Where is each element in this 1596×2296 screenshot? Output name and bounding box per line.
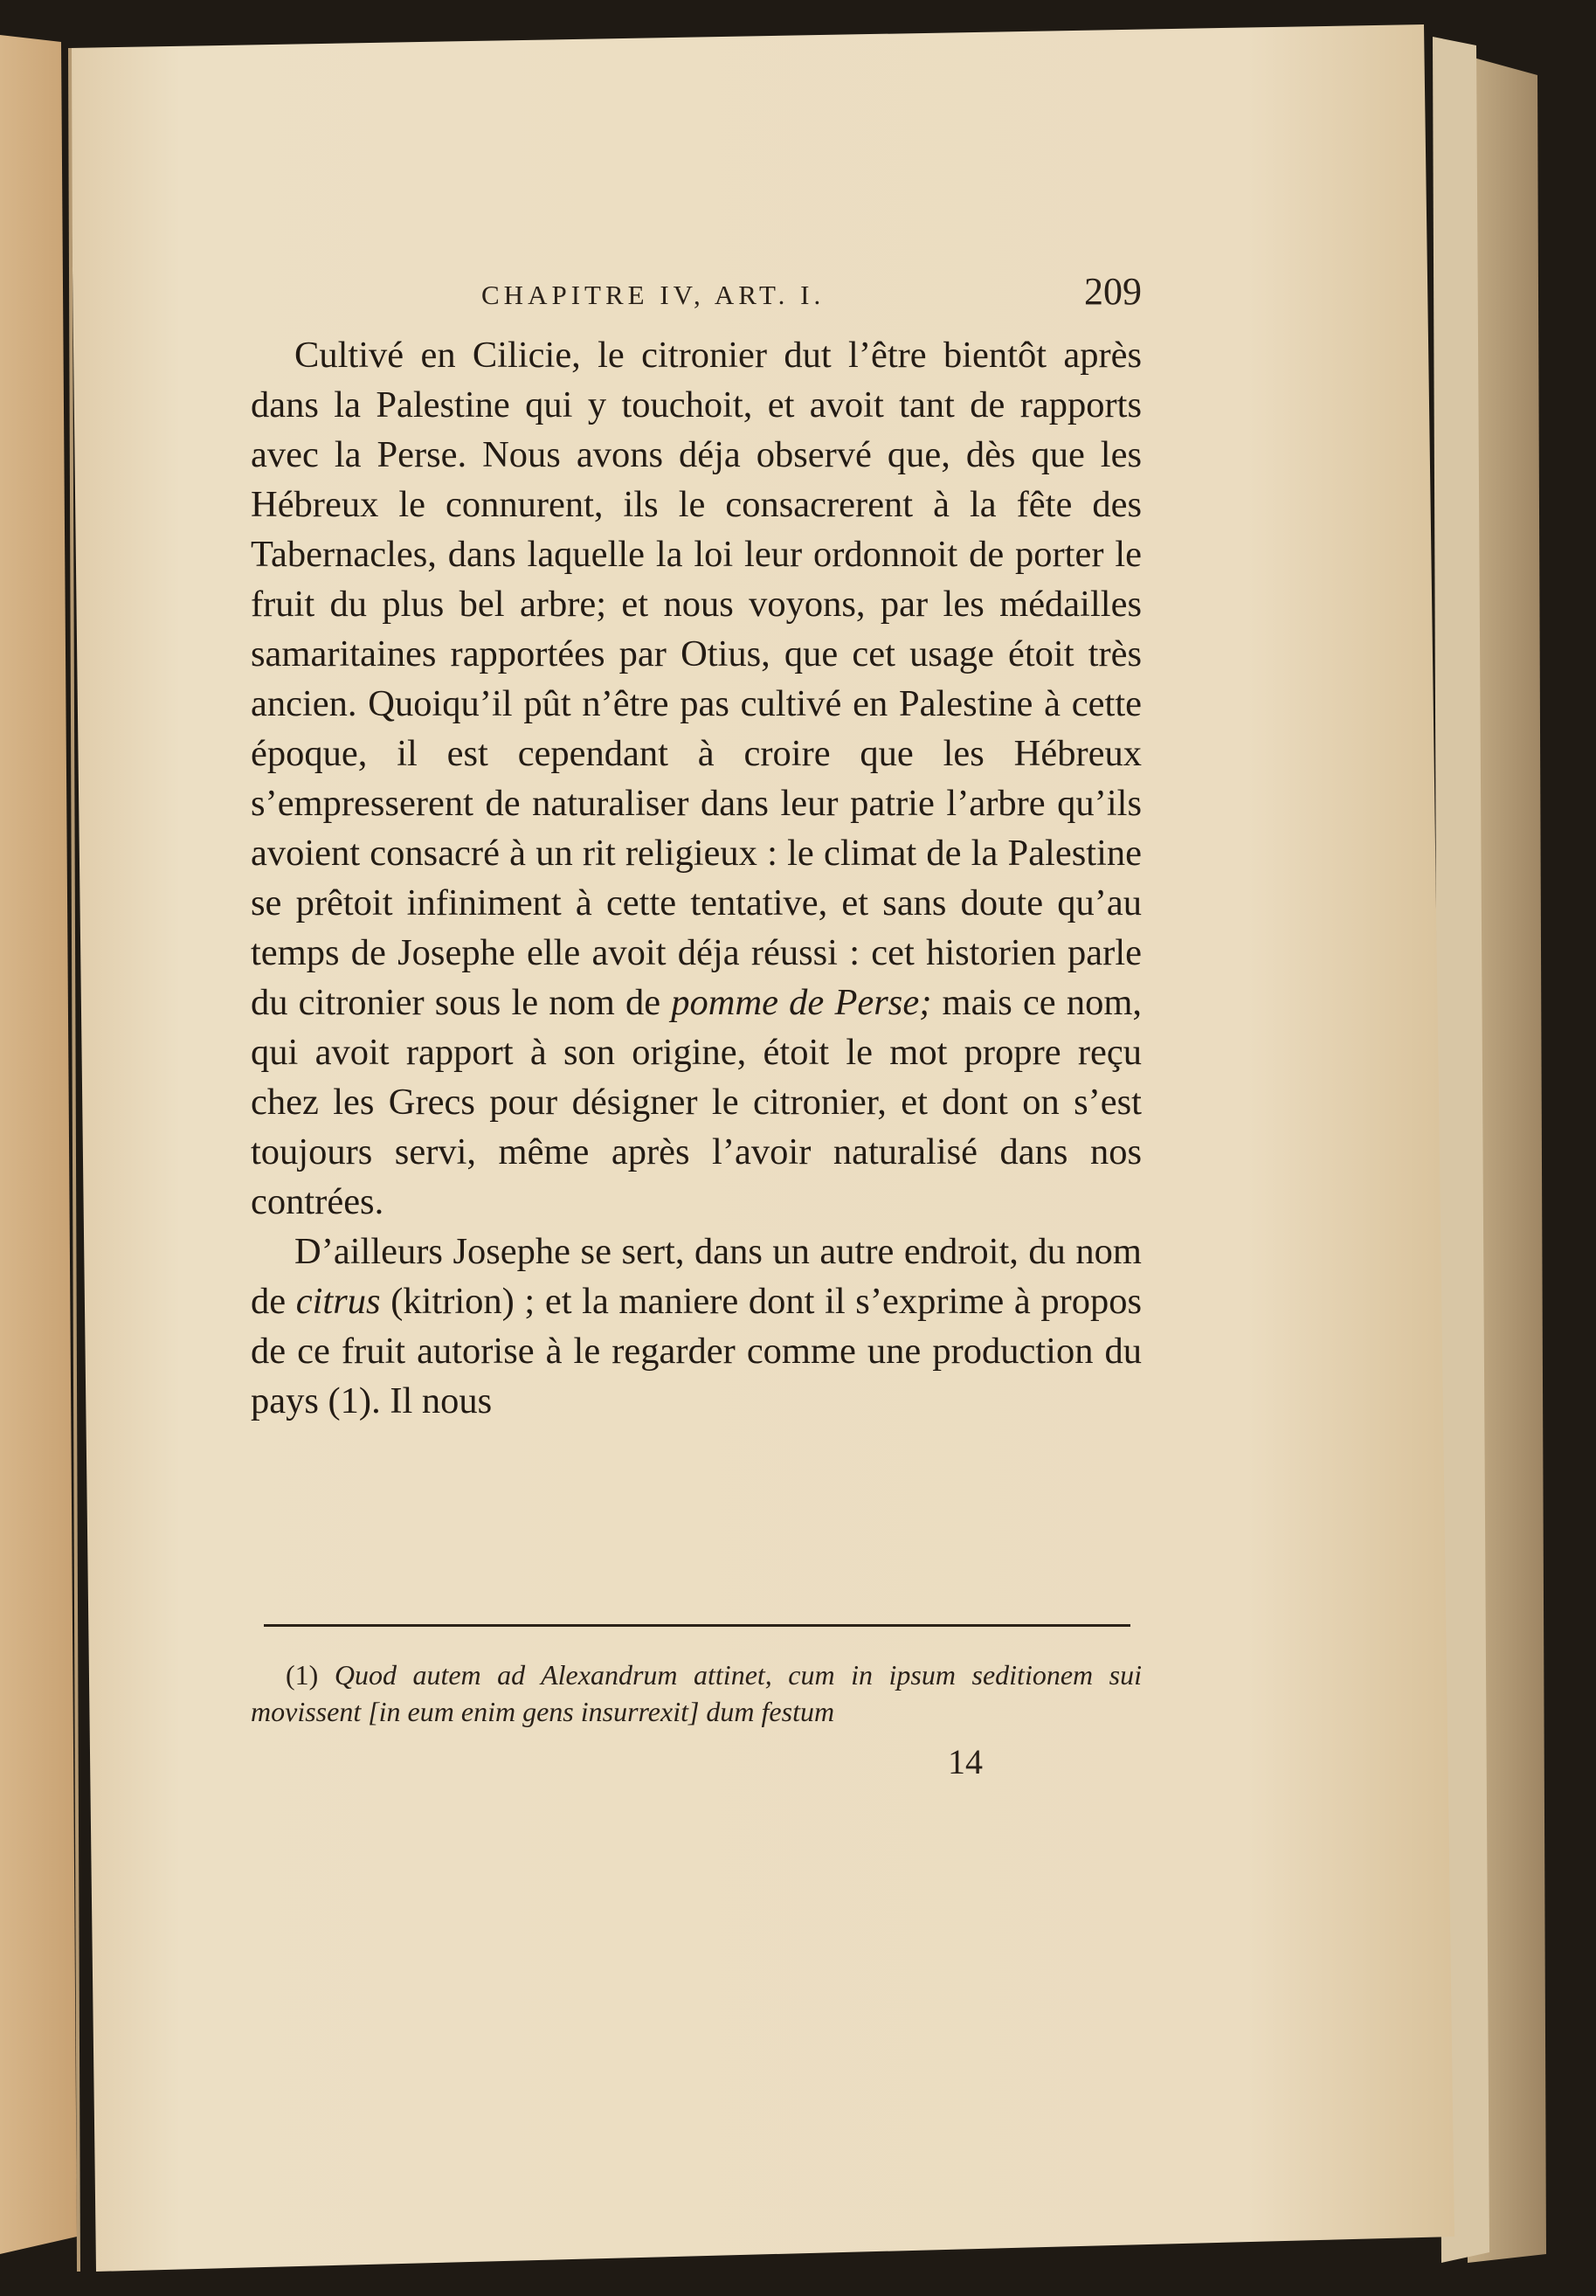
paragraph-1: Cultivé en Cilicie, le citronier dut l’être bientôt après dans la Palestine qui y touchoit, et avoit tant de rapports avec la Perse. Nous avons déja observé que, dès que les Hébreux le connurent, ils le consacrerent à la fête des Tabernacles, dans laquelle la loi leur ordonnoit de porter le fruit du plus bel arbre; et nous voyons, par les médailles samaritaines rapportées par Otius, que cet usage étoit très ancien. Quoiqu’il pût n’être pas cultivé en Palestine à cette époque, il est cependant à croire que les Hébreux s’empresserent de naturaliser dans leur patrie l’arbre qu’ils avoient consacré à un rit religieux : le climat de la Palestine se prêtoit infiniment à cette tentative, et sans doute qu’au temps de Josephe elle avoit déja réussi : cet historien parle du citronier sous le nom de pomme de Perse; mais ce nom, qui avoit rapport à son origine, étoit le mot propre reçu chez les Grecs pour désigner le citronier, et dont on s’est toujours servi, même après l’avoir naturalisé dans nos contrées. <box>251 335 1143 1222</box>
main-text <box>251 330 1142 1426</box>
italic-word: citrus <box>295 1281 381 1322</box>
footnote-text: Quod autem ad Alexandrum attinet, cum in ipsum seditionem sui movissent [in eum enim gens insurrexit] dum festum <box>251 1659 1143 1727</box>
running-head: CHAPITRE IV, ART. I. <box>481 280 826 310</box>
page-number: 209 <box>1084 270 1142 313</box>
italic-phrase: pomme de Perse; <box>671 982 932 1023</box>
signature-mark: 14 <box>948 1742 983 1781</box>
footnote <box>251 1656 1142 1730</box>
paragraph-2: D’ailleurs Josephe se sert, dans un autre endroit, du nom de citrus (kitrion) ; et la maniere dont il s’exprime à propos de ce fruit autorise à le regarder comme une production du pays (1). Il nous <box>251 1231 1143 1421</box>
footnote-rule <box>264 1624 1130 1627</box>
footnote-number: (1) <box>286 1659 319 1691</box>
page-header <box>251 269 1142 322</box>
